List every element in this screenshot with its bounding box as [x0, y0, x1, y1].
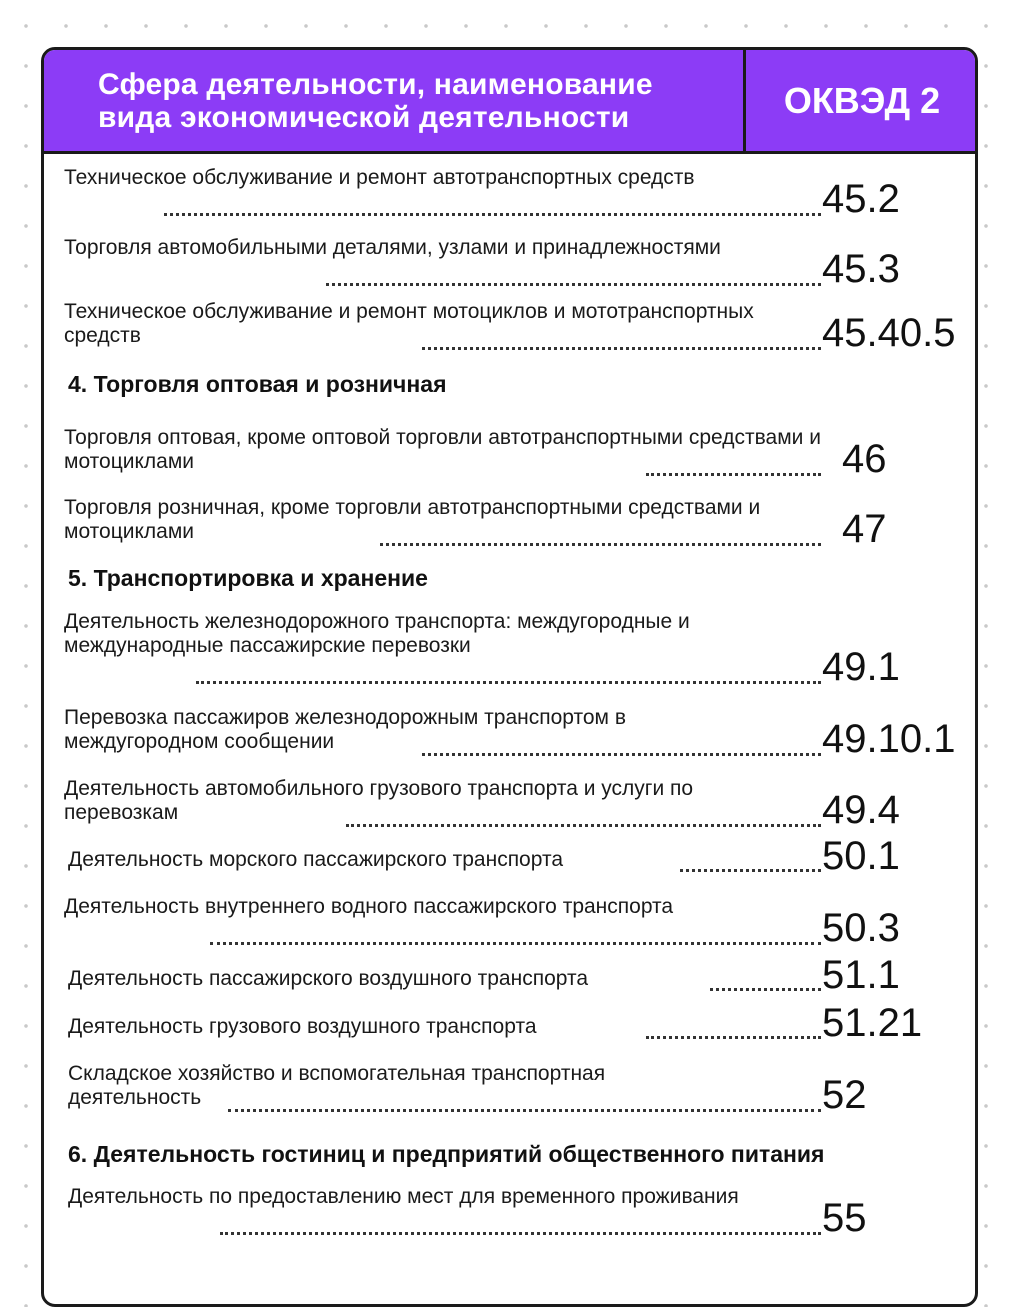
- activity-description: Деятельность автомобильного грузового транспорта и услуги по перевозкам: [64, 777, 694, 824]
- dot-leader: [220, 1215, 821, 1235]
- activity-description: Торговля автомобильными деталями, узлами и принадлежностями: [64, 236, 721, 259]
- header-activity-title: Сфера деятельности, наименование вида экономической деятельности: [98, 68, 653, 134]
- activity-description: Деятельность грузового воздушного транспорта: [68, 1015, 537, 1038]
- okved-code: 50.3: [822, 906, 900, 950]
- okved-code: 45.3: [822, 247, 900, 291]
- okved-code: 51.21: [822, 1001, 923, 1045]
- section-heading-hospitality: 6. Деятельность гостиниц и предприятий общественного питания: [68, 1141, 825, 1167]
- dot-leader: [680, 852, 821, 872]
- activity-description: Складское хозяйство и вспомогательная транспортная деятельность: [68, 1062, 606, 1109]
- okved-code: 46: [842, 437, 887, 481]
- dot-leader: [210, 925, 821, 945]
- header-code-title: ОКВЭД 2: [783, 80, 941, 121]
- okved-code: 45.40.5: [822, 311, 956, 355]
- dot-leader: [422, 330, 821, 350]
- okved-code: 51.1: [822, 953, 900, 997]
- section-heading-trade: 4. Торговля оптовая и розничная: [68, 371, 447, 397]
- dot-leader: [422, 736, 821, 756]
- activity-description: Торговля розничная, кроме торговли автотранспортными средствами и мотоциклами: [64, 496, 761, 543]
- activity-description: Деятельность железнодорожного транспорта: междугородные и международные пассажирские перевозки: [64, 610, 690, 657]
- dot-leader: [346, 807, 821, 827]
- okved-code: 55: [822, 1196, 867, 1240]
- activity-description: Перевозка пассажиров железнодорожным транспортом в междугородном сообщении: [64, 706, 626, 753]
- dot-leader: [710, 971, 821, 991]
- activity-description: Техническое обслуживание и ремонт автотранспортных средств: [64, 166, 695, 189]
- activity-description: Деятельность морского пассажирского транспорта: [68, 848, 564, 871]
- activity-description: Техническое обслуживание и ремонт мотоциклов и мототранспортных средств: [64, 300, 754, 347]
- okved-code: 49.10.1: [822, 717, 956, 761]
- activity-description: Деятельность по предоставлению мест для временного проживания: [68, 1185, 739, 1208]
- okved-code: 45.2: [822, 177, 900, 221]
- okved-code: 49.1: [822, 645, 900, 689]
- okved-code: 50.1: [822, 834, 900, 878]
- okved-code: 49.4: [822, 788, 900, 832]
- dot-leader: [646, 456, 821, 476]
- activity-description: Деятельность внутреннего водного пассажирского транспорта: [64, 895, 674, 918]
- dot-leader: [646, 1019, 821, 1039]
- dot-leader: [196, 664, 821, 684]
- dot-leader: [380, 526, 821, 546]
- okved-table-card: [41, 47, 978, 1307]
- activity-description: Деятельность пассажирского воздушного транспорта: [68, 967, 589, 990]
- dot-leader: [326, 266, 821, 286]
- okved-code: 52: [822, 1073, 867, 1117]
- dot-leader: [228, 1092, 821, 1112]
- activity-description: Торговля оптовая, кроме оптовой торговли автотранспортными средствами и мотоциклами: [64, 426, 821, 473]
- dot-leader: [164, 196, 821, 216]
- table-header: [44, 50, 975, 154]
- okved-code: 47: [842, 507, 887, 551]
- section-heading-transport: 5. Транспортировка и хранение: [68, 565, 428, 591]
